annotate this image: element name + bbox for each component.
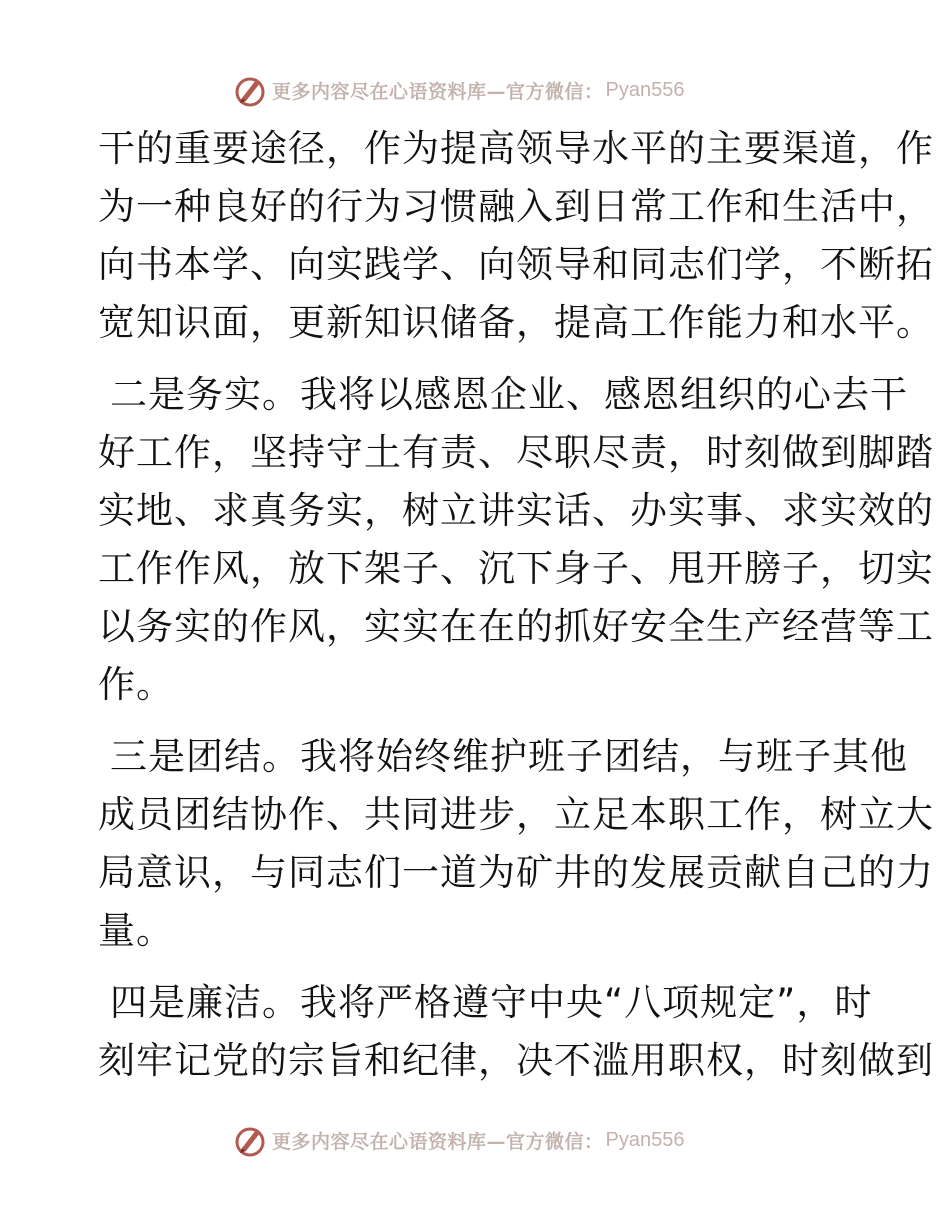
- text-line: 四是廉洁。我将严格遵守中央“八项规定”，时: [110, 981, 873, 1024]
- watermark-wechat-id: Pyan556: [605, 78, 685, 101]
- text-line: 为一种良好的行为习惯融入到日常工作和生活中，: [98, 185, 934, 228]
- text-line: 成员团结协作、共同进步，立足本职工作，树立大: [98, 793, 934, 836]
- watermark-text: 更多内容尽在心语资料库—官方微信：: [272, 80, 604, 103]
- text-line: 作。: [98, 663, 174, 706]
- watermark-wechat-id: Pyan556: [605, 1128, 685, 1151]
- text-line: 干的重要途径，作为提高领导水平的主要渠道，作: [98, 127, 934, 170]
- text-line: 三是团结。我将始终维护班子团结，与班子其他: [110, 735, 908, 778]
- footer-watermark: [232, 1122, 684, 1158]
- text-line: 量。: [98, 909, 174, 952]
- text-line: 宽知识面，更新知识储备，提高工作能力和水平。: [98, 301, 934, 344]
- paragraph: [98, 974, 934, 1090]
- text-line: 以务实的作风，实实在在的抓好安全生产经营等工: [98, 605, 934, 648]
- watermark-text: 更多内容尽在心语资料库—官方微信：: [272, 1130, 604, 1153]
- text-line: 二是务实。我将以感恩企业、感恩组织的心去干: [110, 373, 908, 416]
- document-body: [98, 120, 934, 1090]
- header-watermark: [232, 72, 684, 108]
- paragraph: [98, 366, 934, 714]
- text-line: 实地、求真务实，树立讲实话、办实事、求实效的: [98, 489, 934, 532]
- paragraph: [98, 728, 934, 960]
- text-line: 刻牢记党的宗旨和纪律，决不滥用职权，时刻做到: [98, 1039, 934, 1082]
- text-line: 局意识，与同志们一道为矿井的发展贡献自己的力: [98, 851, 934, 894]
- pen-logo-icon: [232, 72, 268, 108]
- pen-logo-icon: [232, 1122, 268, 1158]
- text-line: 工作作风，放下架子、沉下身子、甩开膀子，切实: [98, 547, 934, 590]
- paragraph: [98, 120, 934, 352]
- text-line: 向书本学、向实践学、向领导和同志们学，不断拓: [98, 243, 934, 286]
- text-line: 好工作，坚持守土有责、尽职尽责，时刻做到脚踏: [98, 431, 934, 474]
